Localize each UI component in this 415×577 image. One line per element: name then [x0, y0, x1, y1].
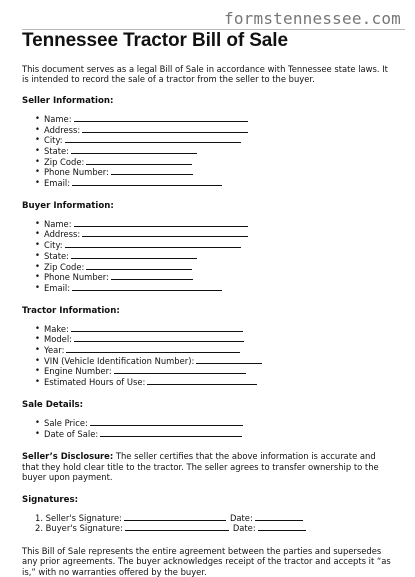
field-label: Estimated Hours of Use:: [44, 377, 146, 388]
field-label: Email:: [44, 282, 71, 293]
seller-email-field[interactable]: [35, 178, 394, 189]
field-label: Phone Number:: [44, 272, 109, 283]
sale-price-field[interactable]: [35, 418, 394, 429]
buyer-phone-field[interactable]: [35, 272, 394, 283]
field-label: Name:: [44, 218, 72, 229]
seller-signature-line[interactable]: [35, 513, 394, 524]
field-label: Engine Number:: [44, 366, 112, 377]
seller-zip-field[interactable]: [35, 157, 394, 168]
fill-line[interactable]: [65, 135, 241, 143]
fill-line[interactable]: [258, 523, 306, 531]
sale-heading: Sale Details:: [22, 399, 84, 410]
fill-line[interactable]: [66, 345, 240, 353]
field-label: Address:: [44, 229, 81, 240]
fill-line[interactable]: [147, 377, 257, 385]
fill-line[interactable]: [65, 240, 241, 248]
fill-line[interactable]: [90, 418, 243, 426]
buyer-state-field[interactable]: [35, 251, 394, 262]
field-label: Date of Sale:: [44, 428, 99, 439]
field-label: Zip Code:: [44, 261, 85, 272]
intro-paragraph: This document serves as a legal Bill of Sale in accordance with Tennessee state laws. It is intended to record the sale of a tractor from the seller to the buyer.: [22, 64, 388, 85]
fill-line[interactable]: [124, 513, 226, 521]
field-label: State:: [44, 145, 69, 156]
field-label: Phone Number:: [44, 167, 109, 178]
field-label: Sale Price:: [44, 417, 88, 428]
fill-line[interactable]: [74, 114, 248, 122]
seller-city-field[interactable]: [35, 135, 394, 146]
fill-line[interactable]: [72, 283, 222, 291]
field-label: City:: [44, 135, 63, 146]
tractor-engine-number-field[interactable]: [35, 366, 394, 377]
fill-line[interactable]: [82, 229, 248, 237]
fill-line[interactable]: [125, 523, 229, 531]
tractor-section: [22, 306, 394, 388]
fill-line[interactable]: [71, 146, 197, 154]
fill-line[interactable]: [86, 262, 192, 270]
seller-phone-field[interactable]: [35, 167, 394, 178]
document-title: Tennessee Tractor Bill of Sale: [22, 30, 288, 51]
fill-line[interactable]: [111, 272, 193, 280]
fill-line[interactable]: [196, 356, 262, 364]
date-label: Date:: [232, 523, 256, 534]
buyer-zip-field[interactable]: [35, 262, 394, 273]
tractor-model-field[interactable]: [35, 334, 394, 345]
disclosure-text: The seller certifies that the above information is accurate and that they hold clear title to the tractor. The seller agrees to transfer ownership to the buyer upon payment.: [22, 451, 379, 483]
seller-state-field[interactable]: [35, 146, 394, 157]
fill-line[interactable]: [74, 334, 244, 342]
field-label: Email:: [44, 178, 71, 189]
fill-line[interactable]: [71, 324, 243, 332]
field-label: Zip Code:: [44, 156, 85, 167]
buyer-email-field[interactable]: [35, 283, 394, 294]
field-label: VIN (Vehicle Identification Number):: [44, 355, 195, 366]
buyer-section: [22, 201, 394, 294]
field-label: Address:: [44, 124, 81, 135]
buyer-city-field[interactable]: [35, 240, 394, 251]
seller-disclosure: [22, 451, 394, 482]
tractor-hours-field[interactable]: [35, 377, 394, 388]
fill-line[interactable]: [111, 167, 193, 175]
field-label: Make:: [44, 323, 69, 334]
signatures-section: [22, 495, 394, 534]
disclosure-label: Seller’s Disclosure:: [22, 451, 114, 462]
sale-date-field[interactable]: [35, 429, 394, 440]
buyer-signature-line[interactable]: [35, 523, 394, 534]
tractor-vin-field[interactable]: [35, 356, 394, 367]
fill-line[interactable]: [82, 125, 248, 133]
field-label: State:: [44, 250, 69, 261]
signature-label: 2. Buyer's Signature:: [35, 523, 123, 534]
signatures-heading: Signatures:: [22, 494, 79, 505]
seller-address-field[interactable]: [35, 125, 394, 136]
tractor-make-field[interactable]: [35, 324, 394, 335]
fill-line[interactable]: [71, 251, 197, 259]
date-label: Date:: [229, 512, 253, 523]
closing-paragraph: This Bill of Sale represents the entire agreement between the parties and supersedes any prior agreements. The buyer acknowledges receipt of the tractor and accepts it “as is,” with no warranties offered by the buyer.: [22, 545, 391, 577]
tractor-heading: Tractor Information:: [22, 305, 120, 316]
fill-line[interactable]: [86, 157, 192, 165]
field-label: City:: [44, 240, 63, 251]
signature-label: 1. Seller's Signature:: [35, 512, 122, 523]
tractor-year-field[interactable]: [35, 345, 394, 356]
document: [22, 30, 394, 577]
fill-line[interactable]: [100, 429, 242, 437]
fill-line[interactable]: [72, 178, 222, 186]
fill-line[interactable]: [255, 513, 303, 521]
sale-section: [22, 400, 394, 439]
seller-heading: Seller Information:: [22, 95, 114, 106]
seller-name-field[interactable]: [35, 114, 394, 125]
buyer-address-field[interactable]: [35, 229, 394, 240]
buyer-heading: Buyer Information:: [22, 200, 114, 211]
seller-section: [22, 96, 394, 189]
field-label: Name:: [44, 113, 72, 124]
field-label: Model:: [44, 334, 72, 345]
fill-line[interactable]: [114, 366, 246, 374]
field-label: Year:: [44, 345, 65, 356]
fill-line[interactable]: [74, 219, 248, 227]
watermark: formstennessee.com: [224, 9, 401, 28]
buyer-name-field[interactable]: [35, 219, 394, 230]
